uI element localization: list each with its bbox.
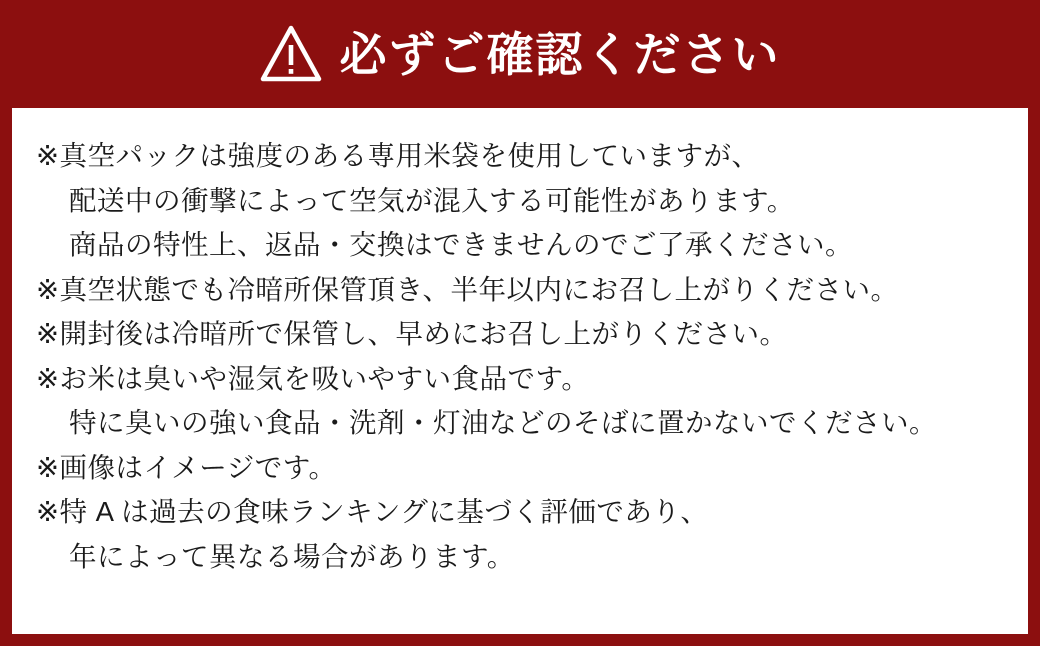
note-line: 商品の特性上、返品・交換はできませんのでご了承ください。 — [69, 229, 853, 261]
notice-header — [0, 0, 1040, 108]
note-line: ※お米は臭いや湿気を吸いやすい食品です。 — [36, 362, 590, 394]
note-line: ※画像はイメージです。 — [36, 451, 337, 483]
note-line: 年によって異なる場合があります。 — [69, 540, 515, 572]
list-item — [36, 134, 1006, 268]
list-item — [36, 268, 1006, 313]
notice-list — [36, 134, 1006, 579]
list-item — [36, 357, 1006, 446]
notice-panel — [12, 108, 1028, 634]
page-title: 必ずご確認ください — [339, 27, 781, 81]
note-line: ※真空パックは強度のある専用米袋を使用していますが、 — [36, 140, 760, 171]
list-item — [36, 312, 1006, 357]
note-line: 特に臭いの強い食品・洗剤・灯油などのそばに置かないでください。 — [69, 407, 937, 439]
list-item — [36, 490, 1006, 579]
note-line: 配送中の衝撃によって空気が混入する可能性があります。 — [69, 184, 795, 216]
warning-triangle-icon — [260, 25, 322, 83]
note-line: ※真空状態でも冷暗所保管頂き、半年以内にお召し上がりください。 — [36, 273, 899, 305]
note-line: ※開封後は冷暗所で保管し、早めにお召し上がりください。 — [36, 318, 788, 350]
note-line: ※特 A は過去の食味ランキングに基づく評価であり、 — [36, 496, 709, 528]
list-item — [36, 446, 1006, 491]
